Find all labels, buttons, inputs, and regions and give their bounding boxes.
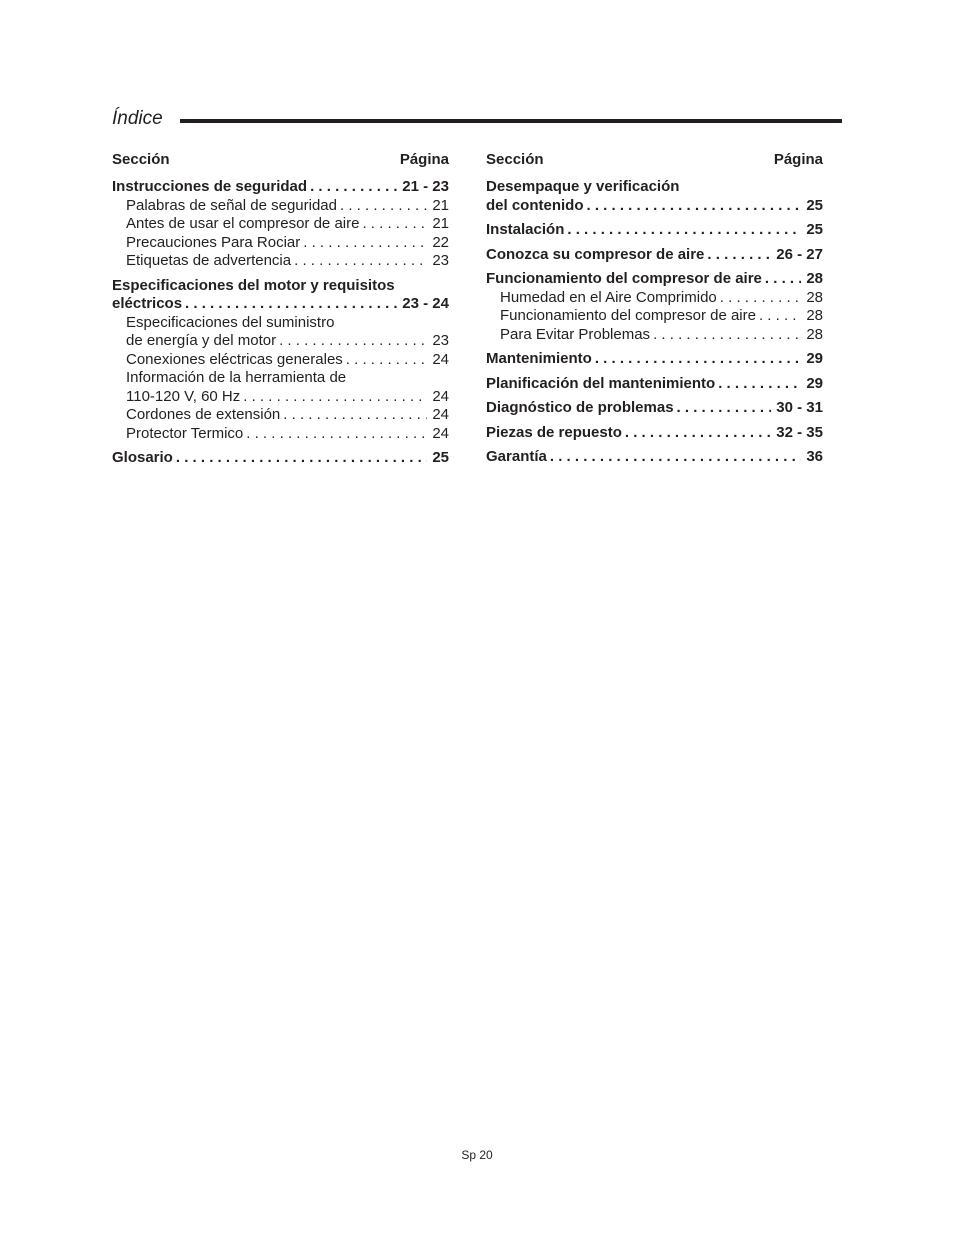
toc-entry-title: Conozca su compresor de aire xyxy=(486,245,705,263)
toc-entry[interactable] xyxy=(486,375,823,394)
toc-entry-page: 29 xyxy=(806,374,823,392)
dot-leader xyxy=(677,399,772,418)
dot-leader xyxy=(185,295,397,314)
toc-entry-page: 29 xyxy=(806,350,823,367)
toc-entry[interactable] xyxy=(486,178,823,197)
toc-entry-page: 24 xyxy=(432,350,449,368)
toc-entry-title: Diagnóstico de problemas xyxy=(486,399,674,416)
dot-leader xyxy=(246,425,427,444)
toc-entry-title: Humedad en el Aire Comprimido xyxy=(500,288,717,306)
toc-entry-page: 26 - 27 xyxy=(776,245,823,263)
page-title: Índice xyxy=(112,108,163,129)
toc-entry-title: Funcionamiento del compresor de aire xyxy=(486,270,762,287)
toc-entry[interactable] xyxy=(112,252,449,271)
page-label: Página xyxy=(399,151,449,168)
toc-entries-left xyxy=(112,178,449,468)
toc-entry[interactable] xyxy=(112,234,449,253)
toc-entry-title: Conexiones eléctricas generales xyxy=(126,350,343,368)
section-label: Sección xyxy=(112,151,170,168)
toc-column-right xyxy=(486,150,823,467)
toc-entry-title: eléctricos xyxy=(112,295,183,312)
dot-leader xyxy=(294,252,427,271)
toc-entry-page: 21 xyxy=(432,196,449,214)
toc-entry-page: 25 xyxy=(432,449,449,466)
toc-entry-page: 21 xyxy=(432,215,449,232)
toc-entry-page: 24 xyxy=(432,406,449,423)
toc-entry-title: Funcionamiento del compresor de aire xyxy=(500,307,756,324)
dot-leader xyxy=(279,332,427,351)
toc-entry-page: 28 xyxy=(806,325,823,343)
toc-entry-title: de energía y del motor xyxy=(126,332,277,349)
toc-entry-page: 28 xyxy=(806,270,823,287)
toc-entry-title: Desempaque y verificación xyxy=(486,178,680,195)
toc-entry-title: Para Evitar Problemas xyxy=(500,325,651,343)
dot-leader xyxy=(243,388,427,407)
dot-leader xyxy=(283,406,427,425)
column-header xyxy=(112,150,449,170)
toc-column-left xyxy=(112,150,449,468)
toc-entry-page: 32 - 35 xyxy=(776,423,823,441)
dot-leader xyxy=(595,350,801,369)
toc-entry-title: 110-120 V, 60 Hz xyxy=(126,387,241,405)
toc-entry-title: Protector Termico xyxy=(126,424,244,442)
dot-leader xyxy=(718,375,801,394)
toc-entry-title: Antes de usar el compresor de aire xyxy=(126,215,360,232)
toc-entry-page: 28 xyxy=(806,288,823,306)
toc-entry-title: Piezas de repuesto xyxy=(486,423,622,441)
toc-entry-page: 22 xyxy=(432,233,449,251)
toc-entry-title: Glosario xyxy=(112,449,173,466)
toc-entry-title: Precauciones Para Rociar xyxy=(126,233,301,251)
toc-entry[interactable] xyxy=(486,399,823,418)
toc-entry[interactable] xyxy=(486,221,823,240)
dot-leader xyxy=(567,221,801,240)
toc-entry-page: 28 xyxy=(806,307,823,324)
toc-entry[interactable] xyxy=(486,289,823,308)
toc-entry[interactable] xyxy=(486,424,823,443)
toc-entry-title: Instrucciones de seguridad xyxy=(112,178,308,195)
toc-entry-title: Especificaciones del motor y requisitos xyxy=(112,276,395,294)
toc-entry-title: Planificación del mantenimiento xyxy=(486,374,716,392)
toc-entry-page: 25 xyxy=(806,196,823,214)
toc-entry-page: 24 xyxy=(432,424,449,442)
toc-entry[interactable] xyxy=(112,197,449,216)
toc-entry[interactable] xyxy=(486,270,823,289)
toc-entry[interactable] xyxy=(112,332,449,351)
dot-leader xyxy=(303,234,427,253)
toc-entry[interactable] xyxy=(112,388,449,407)
dot-leader xyxy=(759,307,801,326)
toc-entry-page: 24 xyxy=(432,387,449,405)
dot-leader xyxy=(625,424,771,443)
toc-entry-title: Etiquetas de advertencia xyxy=(126,252,292,269)
dot-leader xyxy=(720,289,802,308)
dot-leader xyxy=(340,197,427,216)
toc-entry-title: Cordones de extensión xyxy=(126,406,281,423)
dot-leader xyxy=(653,326,801,345)
toc-entry[interactable] xyxy=(486,350,823,369)
toc-entry[interactable] xyxy=(112,314,449,333)
toc-entry-title: Información de la herramienta de xyxy=(126,369,347,386)
dot-leader xyxy=(765,270,801,289)
toc-entry-page: 23 - 24 xyxy=(402,295,449,312)
dot-leader xyxy=(346,351,428,370)
toc-entry-page: 23 xyxy=(432,252,449,269)
toc-entry-page: 30 - 31 xyxy=(776,399,823,416)
toc-entry-page: 25 xyxy=(806,221,823,238)
toc-entries-right xyxy=(486,178,823,467)
toc-entry[interactable] xyxy=(112,449,449,468)
toc-entry[interactable] xyxy=(112,351,449,370)
toc-entry[interactable] xyxy=(486,326,823,345)
toc-entry-page: 23 xyxy=(432,332,449,349)
toc-entry-title: Mantenimiento xyxy=(486,350,592,367)
toc-entry-page: 21 - 23 xyxy=(402,178,449,195)
toc-entry-title: Garantía xyxy=(486,448,547,465)
toc-entry[interactable] xyxy=(112,295,449,314)
title-rule xyxy=(180,119,842,123)
toc-entry[interactable] xyxy=(486,197,823,216)
toc-entry-title: Especificaciones del suministro xyxy=(126,313,335,331)
page-label: Página xyxy=(773,151,823,168)
toc-entry[interactable] xyxy=(112,406,449,425)
toc-entry-title: Instalación xyxy=(486,221,565,238)
toc-entry[interactable] xyxy=(486,307,823,326)
dot-leader xyxy=(587,197,802,216)
page-number: Sp 20 xyxy=(461,1148,493,1162)
toc-entry[interactable] xyxy=(112,369,449,388)
toc-entry[interactable] xyxy=(486,246,823,265)
dot-leader xyxy=(176,449,427,468)
column-header xyxy=(486,150,823,170)
toc-entry[interactable] xyxy=(112,215,449,234)
toc-entry[interactable] xyxy=(112,425,449,444)
toc-entry-page: 36 xyxy=(806,448,823,465)
toc-entry[interactable] xyxy=(112,178,449,197)
dot-leader xyxy=(550,448,801,467)
dot-leader xyxy=(362,215,427,234)
toc-entry[interactable] xyxy=(112,277,449,296)
dot-leader xyxy=(310,178,397,197)
toc-entry-title: Palabras de señal de seguridad xyxy=(126,196,337,214)
dot-leader xyxy=(707,246,771,265)
toc-entry[interactable] xyxy=(486,448,823,467)
section-label: Sección xyxy=(486,151,544,168)
toc-entry-title: del contenido xyxy=(486,196,584,214)
